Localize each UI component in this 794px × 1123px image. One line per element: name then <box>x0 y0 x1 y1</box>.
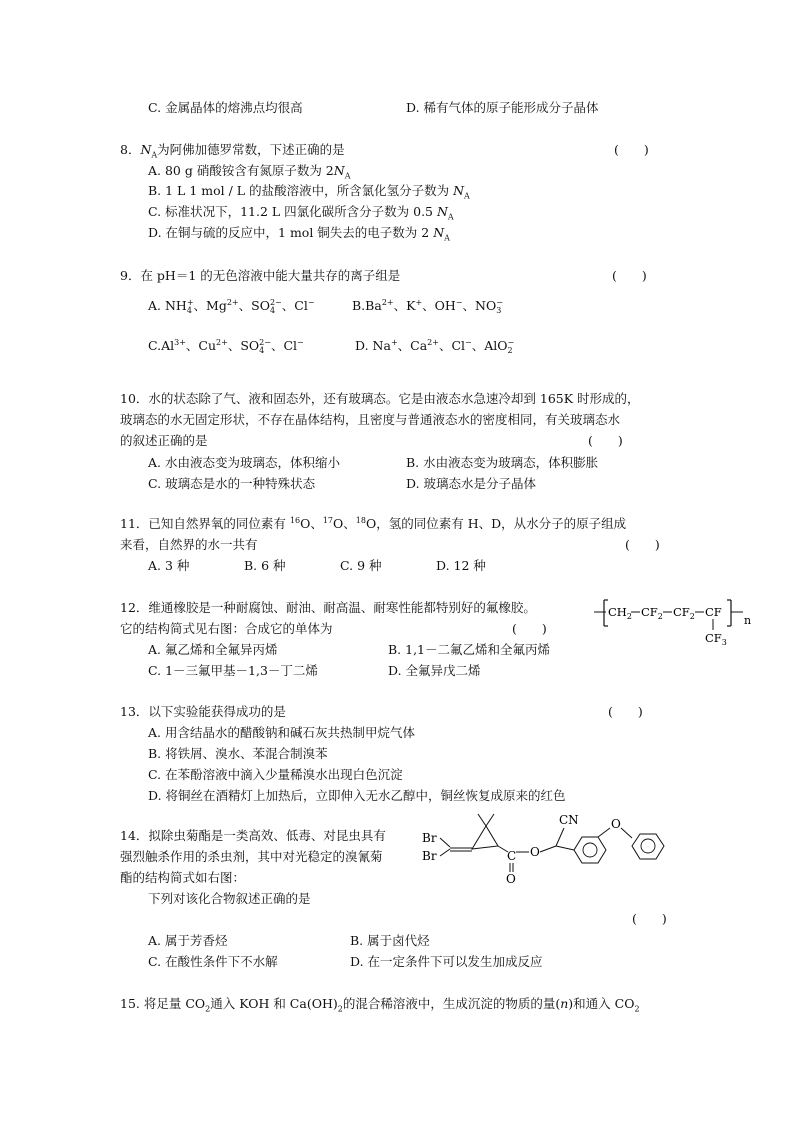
q12-option-a: A. 氟乙烯和全氟异丙烯 <box>148 642 278 657</box>
q7-option-c: C. 金属晶体的熔沸点均很高 <box>148 100 303 115</box>
q13-option-a: A. 用含结晶水的醋酸钠和碱石灰共热制甲烷气体 <box>148 725 415 740</box>
q8-na-symbol-c: N <box>436 204 448 219</box>
carbonyl-carbon: C <box>507 849 517 863</box>
q8-stem-text: 为阿佛加德罗常数，下述正确的是 <box>157 142 345 157</box>
q14-option-d: D. 在一定条件下可以发生加成反应 <box>350 954 543 969</box>
q11-line-2: 来看，自然界的水一共有 <box>120 537 258 552</box>
q12-answer-bracket: ( ) <box>512 621 547 636</box>
q8-na-symbol-b: N <box>453 183 464 198</box>
q9-option-a-label: A. <box>148 298 162 313</box>
polymer-cf2-a: $CF_2$ <box>641 605 663 621</box>
cyano-group: CN <box>559 813 579 827</box>
q8-na-sub-c: A <box>447 212 454 222</box>
q9-option-c: $C.Al^{3+}$、$Cu^{2+}$、SO 2− 4 、Cl− <box>148 337 304 355</box>
ether-oxygen: O <box>611 817 621 831</box>
q15-line-1-pre: 15. 将足量 CO <box>120 996 206 1011</box>
q13-option-d: D. 将铜丝在酒精灯上加热后，立即伸入无水乙醇中，铜丝恢复成原来的红色 <box>148 788 566 803</box>
q13-answer-bracket: ( ) <box>608 704 643 719</box>
q10-line-3: 的叙述正确的是 <box>120 433 208 448</box>
q13-option-c: C. 在苯酚溶液中滴入少量稀溴水出现白色沉淀 <box>148 767 403 782</box>
q14-line-2: 强烈触杀作用的杀虫剂，其中对光稳定的溴氰菊 <box>120 849 383 864</box>
q8-na-sub-b: A <box>464 191 470 201</box>
q8-option-d <box>148 225 450 241</box>
q11-option-a: A. 3 种 <box>148 558 190 573</box>
q10-option-a: A. 水由液态变为玻璃态，体积缩小 <box>148 455 340 470</box>
q8-number: 8． <box>120 142 141 157</box>
q9-option-d: D. Na+、$Ca^{2+}$、Cl−、AlO − 2 <box>355 337 515 355</box>
q11-answer-bracket: ( ) <box>625 537 660 552</box>
q10-line-2: 玻璃态的水无固定形状，不存在晶体结构，且密度与普通液态水的密度相同，有关玻璃态水 <box>120 412 621 427</box>
ester-oxygen: O <box>530 845 540 859</box>
q8-option-d-text: D. 在铜与硫的反应中，1 mol 铜失去的电子数为 2 <box>148 225 430 240</box>
q9-answer-bracket: ( ) <box>612 268 647 283</box>
q8-option-a <box>148 163 350 179</box>
q15-amount-symbol: n <box>560 996 569 1011</box>
q14-answer-bracket: ( ) <box>632 911 667 926</box>
q11-line-1: 11．已知自然界氧的同位素有 $^{16}$O、$^{17}$O、$^{18}$O，氢的同位素有 H、D，从水分子的原子组成 <box>120 515 627 531</box>
q9-option-c-label: C. <box>148 338 162 353</box>
carbonyl-oxygen: O <box>506 872 516 886</box>
q15-line-1-post: 的混合稀溶液中，生成沉淀的物质的量( <box>342 996 561 1011</box>
bromine-label-top: Br <box>422 831 437 845</box>
q12-option-b: B. 1,1－二氟乙烯和全氟丙烯 <box>388 642 551 657</box>
q8-na-symbol-a: N <box>333 163 345 178</box>
polymer-cf: CF <box>705 605 722 619</box>
q9-option-d-label: D. <box>355 338 369 353</box>
q15-line-1: 15. 将足量 $CO_2$通入 KOH 和 $Ca(OH)_2$的混合稀溶液中，生成沉淀的物质的量(n)和通入 $CO_2$ <box>120 996 640 1014</box>
q12-line-1: 12．维通橡胶是一种耐腐蚀、耐油、耐高温、耐寒性能都特别好的氟橡胶。 <box>120 600 536 615</box>
q14-line-4: 下列对该化合物叙述正确的是 <box>148 891 311 906</box>
q8-option-c-text: C. 标准状况下，11.2 L 四氯化碳所含分子数为 0.5 <box>148 204 433 219</box>
q10-option-c: C. 玻璃态是水的一种特殊状态 <box>148 476 316 491</box>
q11-option-d: D. 12 种 <box>436 558 486 573</box>
deltamethrin-structure <box>414 806 674 888</box>
q9-option-b-label: B. <box>352 298 366 313</box>
q12-option-d: D. 全氟异戊二烯 <box>388 663 481 678</box>
q8-option-b-text: B. 1 L 1 mol / L 的盐酸溶液中，所含氯化氢分子数为 <box>148 183 450 198</box>
polymer-bracket-right <box>727 600 731 626</box>
q10-answer-bracket: ( ) <box>588 433 623 448</box>
q12-option-c: C. 1－三氟甲基－1,3－丁二烯 <box>148 663 318 678</box>
polymer-cf3: $CF_3$ <box>705 631 727 647</box>
q11-line-1-post: ，氢的同位素有 H、D，从水分子的原子组成 <box>376 516 627 531</box>
q10-line-1: 10．水的状态除了气、液和固态外，还有玻璃态。它是由液态水急速冷却到 165K 时形成的， <box>120 391 640 406</box>
q9-option-a: A. NH + 4 、$Mg^{2+}$、SO 2− 4 、Cl− <box>148 297 315 315</box>
q14-option-c: C. 在酸性条件下不水解 <box>148 954 278 969</box>
polymer-cf2-b: $CF_2$ <box>673 605 695 621</box>
q7-option-d: D. 稀有气体的原子能形成分子晶体 <box>406 100 599 115</box>
q14-option-a: A. 属于芳香烃 <box>148 933 228 948</box>
q14-line-1: 14．拟除虫菊酯是一类高效、低毒、对昆虫具有 <box>120 828 386 843</box>
q15-line-1-mid: 通入 KOH 和 Ca(OH) <box>210 996 338 1011</box>
q8-option-c <box>148 204 454 220</box>
q13-option-b: B. 将铁屑、溴水、苯混合制溴苯 <box>148 746 328 761</box>
polymer-structure <box>592 594 762 652</box>
q11-line-1-pre: 11．已知自然界氧的同位素有 <box>120 516 286 531</box>
q9-option-b: $B.Ba^{2+}$、K+、OH−、NO − 3 <box>352 297 503 315</box>
q13-stem: 13．以下实验能获得成功的是 <box>120 704 286 719</box>
polymer-n: n <box>744 614 752 627</box>
q15-line-1-end: )和通入 CO <box>568 996 635 1011</box>
q8-answer-bracket: ( ) <box>614 142 649 157</box>
q14-line-3: 酯的结构简式如右图： <box>120 870 246 885</box>
q8-option-a-text: A. 80 g 硝酸铵含有氮原子数为 2 <box>148 163 334 178</box>
q8-option-b <box>148 183 470 199</box>
bromine-label-bottom: Br <box>422 849 437 863</box>
q12-line-2: 它的结构简式见右图：合成它的单体为 <box>120 621 333 636</box>
q11-option-b: B. 6 种 <box>244 558 286 573</box>
q14-option-b: B. 属于卤代烃 <box>350 933 430 948</box>
q8-na-sub: A <box>151 150 158 160</box>
q8-na-sub-a: A <box>344 171 351 181</box>
q8-na-sub-d: A <box>444 233 450 243</box>
q9-stem: 9．在 pH＝1 的无色溶液中能大量共存的离子组是 <box>120 268 401 283</box>
q8-stem <box>120 142 345 158</box>
q11-option-c: C. 9 种 <box>340 558 382 573</box>
q10-option-b: B. 水由液态变为玻璃态，体积膨胀 <box>406 455 599 470</box>
q10-option-d: D. 玻璃态水是分子晶体 <box>406 476 537 491</box>
polymer-ch2: $CH_2$ <box>608 605 632 621</box>
q8-na-symbol: N <box>140 142 152 157</box>
q8-na-symbol-d: N <box>433 225 445 240</box>
